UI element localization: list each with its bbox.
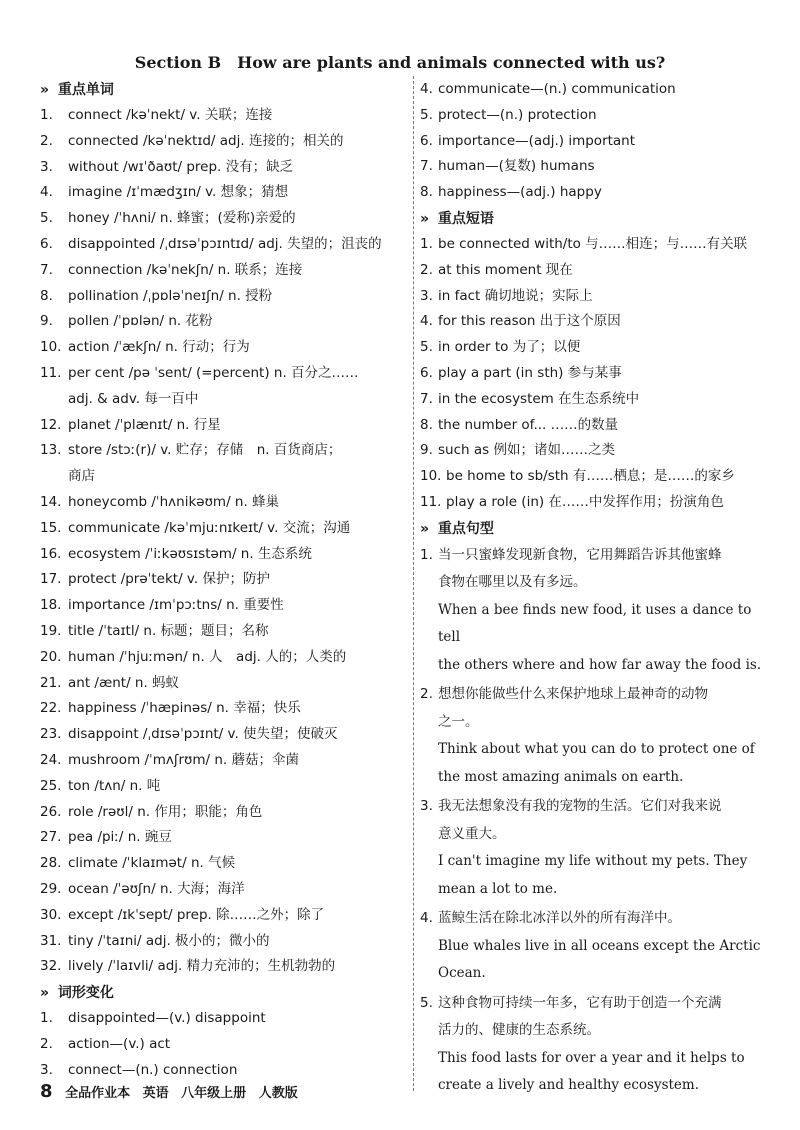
list-item bbox=[40, 748, 405, 774]
item-text: connection /kəˈnekʃn/ n. 联系；连接 bbox=[68, 261, 303, 278]
list-item bbox=[40, 877, 405, 903]
item-text: pea /piː/ n. 豌豆 bbox=[68, 829, 172, 846]
subject: 英语 bbox=[142, 1086, 169, 1101]
item-text: for this reason 出于这个原因 bbox=[438, 313, 621, 330]
list-item bbox=[40, 929, 405, 955]
item-number: 15. bbox=[40, 519, 62, 536]
item-number: 3. bbox=[420, 798, 433, 815]
sentence-chinese-line bbox=[420, 709, 765, 737]
words-list bbox=[40, 103, 405, 980]
sentence-english: Ocean. bbox=[438, 965, 486, 982]
item-number: 3. bbox=[420, 287, 433, 304]
grade: 八年级上册 bbox=[181, 1086, 247, 1101]
item-text: communicate /kəˈmjuːnɪkeɪt/ v. 交流；沟通 bbox=[68, 519, 351, 536]
sentence-item bbox=[420, 905, 765, 988]
list-item bbox=[420, 464, 765, 490]
list-item bbox=[420, 129, 765, 155]
left-column bbox=[40, 77, 405, 1083]
item-number: 3. bbox=[40, 1061, 53, 1078]
phrases-list bbox=[420, 232, 765, 516]
section-header-phrases bbox=[420, 206, 765, 232]
list-item bbox=[420, 77, 765, 103]
list-item bbox=[40, 413, 405, 439]
sentence-item bbox=[420, 990, 765, 1100]
item-text: action—(v.) act bbox=[68, 1035, 171, 1052]
sentence-chinese-line bbox=[420, 793, 765, 821]
list-item bbox=[420, 413, 765, 439]
list-item bbox=[420, 180, 765, 206]
section-title: 重点短语 bbox=[437, 210, 494, 227]
item-number: 2. bbox=[40, 1035, 53, 1052]
item-number: 18. bbox=[40, 597, 62, 614]
sentence-chinese: 我无法想象没有我的宠物的生活。它们对我来说 bbox=[438, 798, 722, 815]
item-number: 4. bbox=[40, 184, 53, 201]
section-title: 重点句型 bbox=[437, 520, 494, 537]
item-number: 6. bbox=[40, 235, 53, 252]
list-item bbox=[40, 800, 405, 826]
book-name: 全品作业本 bbox=[65, 1086, 131, 1101]
item-text: play a role (in) 在……中发挥作用；扮演角色 bbox=[446, 493, 724, 510]
list-item bbox=[40, 129, 405, 155]
item-number: 8. bbox=[420, 184, 433, 201]
item-number: 10. bbox=[420, 468, 442, 485]
item-number: 7. bbox=[40, 261, 53, 278]
item-number: 5. bbox=[420, 339, 433, 356]
sentence-chinese: 意义重大。 bbox=[438, 825, 506, 842]
item-text: without /wɪˈðaʊt/ prep. 没有；缺乏 bbox=[68, 158, 294, 175]
item-number: 8. bbox=[40, 287, 53, 304]
sentence-chinese-line bbox=[420, 990, 765, 1018]
item-text: importance—(adj.) important bbox=[438, 132, 636, 149]
double-chevron-icon: » bbox=[420, 520, 428, 537]
sentence-chinese: 想想你能做些什么来保护地球上最神奇的动物 bbox=[438, 686, 708, 703]
item-number bbox=[420, 569, 438, 597]
sentence-chinese-line bbox=[420, 569, 765, 597]
item-number: 27. bbox=[40, 829, 62, 846]
item-text: pollen /ˈpɒlən/ n. 花粉 bbox=[68, 313, 213, 330]
sentence-chinese-line bbox=[420, 821, 765, 849]
list-item bbox=[40, 490, 405, 516]
edition: 人教版 bbox=[258, 1086, 298, 1101]
item-number: 1. bbox=[40, 1010, 53, 1027]
list-item bbox=[40, 103, 405, 129]
item-text: play a part (in sth) 参与某事 bbox=[438, 364, 622, 381]
item-number: 11. bbox=[40, 364, 62, 381]
item-text: 商店 bbox=[68, 468, 95, 485]
item-number: 26. bbox=[40, 803, 62, 820]
item-number: 25. bbox=[40, 777, 62, 794]
section-header-words bbox=[40, 77, 405, 103]
list-item bbox=[420, 232, 765, 258]
list-item bbox=[40, 645, 405, 671]
sentence-english: the others where and how far away the food is. bbox=[438, 656, 762, 673]
item-text: role /rəʊl/ n. 作用；职能；角色 bbox=[68, 803, 263, 820]
item-text: happiness /ˈhæpinəs/ n. 幸福；快乐 bbox=[68, 700, 301, 717]
list-item bbox=[40, 542, 405, 568]
item-number: 10. bbox=[40, 339, 62, 356]
list-item bbox=[40, 155, 405, 181]
sentence-chinese-line bbox=[420, 542, 765, 570]
item-number: 23. bbox=[40, 726, 62, 743]
sentence-chinese: 这种食物可持续一年多，它有助于创造一个充满 bbox=[438, 994, 722, 1011]
item-text: protect /prəˈtekt/ v. 保护；防护 bbox=[68, 571, 270, 588]
item-number: 5. bbox=[420, 994, 433, 1011]
item-number: 4. bbox=[420, 910, 433, 927]
item-number: 31. bbox=[40, 932, 62, 949]
item-text: at this moment 现在 bbox=[438, 261, 573, 278]
sentence-chinese-line bbox=[420, 1017, 765, 1045]
sentence-chinese: 活力的、健康的生态系统。 bbox=[438, 1022, 600, 1039]
list-item bbox=[40, 593, 405, 619]
item-text: title /ˈtaɪtl/ n. 标题；题目；名称 bbox=[68, 622, 269, 639]
item-text: ton /tʌn/ n. 吨 bbox=[68, 777, 161, 794]
list-item bbox=[40, 722, 405, 748]
item-number: 6. bbox=[420, 132, 433, 149]
item-text: except /ɪkˈsept/ prep. 除……之外；除了 bbox=[68, 906, 325, 923]
item-number: 24. bbox=[40, 751, 62, 768]
list-item bbox=[420, 335, 765, 361]
item-number: 16. bbox=[40, 545, 62, 562]
sentence-english: Think about what you can do to protect one of bbox=[438, 741, 755, 758]
item-text: connect—(n.) connection bbox=[68, 1061, 238, 1078]
list-item bbox=[420, 387, 765, 413]
item-number bbox=[40, 387, 68, 413]
list-item bbox=[420, 438, 765, 464]
double-chevron-icon: » bbox=[40, 82, 48, 98]
item-number bbox=[420, 1017, 438, 1045]
sentence-item bbox=[420, 542, 765, 680]
item-number: 17. bbox=[40, 571, 62, 588]
page-number: 8 bbox=[40, 1081, 53, 1102]
item-number: 7. bbox=[420, 158, 433, 175]
item-number: 4. bbox=[420, 81, 433, 97]
item-number: 2. bbox=[420, 261, 433, 278]
item-text: imagine /ɪˈmædʒɪn/ v. 想象；猜想 bbox=[68, 184, 289, 201]
item-number: 3. bbox=[40, 158, 53, 175]
list-item bbox=[420, 154, 765, 180]
item-text: ecosystem /ˈiːkəʊsɪstəm/ n. 生态系统 bbox=[68, 545, 312, 562]
list-item bbox=[40, 671, 405, 697]
right-column bbox=[420, 77, 765, 1102]
page-footer bbox=[40, 1081, 306, 1102]
list-item bbox=[40, 1058, 405, 1084]
item-text: communicate—(n.) communication bbox=[438, 81, 676, 97]
list-item bbox=[40, 464, 405, 490]
sentence-english: create a lively and healthy ecosystem. bbox=[438, 1077, 700, 1094]
item-text: ant /ænt/ n. 蚂蚁 bbox=[68, 674, 180, 691]
item-text: human /ˈhjuːmən/ n. 人 adj. 人的；人类的 bbox=[68, 648, 347, 665]
item-number: 1. bbox=[40, 107, 53, 123]
list-item bbox=[40, 954, 405, 980]
item-number: 20. bbox=[40, 648, 62, 665]
sentence-chinese: 当一只蜜蜂发现新食物，它用舞蹈告诉其他蜜蜂 bbox=[438, 546, 722, 563]
sentence-item bbox=[420, 681, 765, 791]
list-item bbox=[40, 567, 405, 593]
item-text: honeycomb /ˈhʌnikəʊm/ n. 蜂巢 bbox=[68, 493, 280, 510]
item-number: 19. bbox=[40, 622, 62, 639]
item-number bbox=[420, 821, 438, 849]
item-number: 6. bbox=[420, 364, 433, 381]
list-item bbox=[420, 258, 765, 284]
sentence-english: When a bee finds new food, it uses a dance to tell bbox=[438, 601, 752, 646]
item-text: in fact 确切地说；实际上 bbox=[438, 287, 593, 304]
double-chevron-icon: » bbox=[420, 210, 428, 227]
section-header-sentences bbox=[420, 516, 765, 542]
item-text: pollination /ˌpɒləˈneɪʃn/ n. 授粉 bbox=[68, 287, 273, 304]
sentences-list bbox=[420, 542, 765, 1100]
column-divider bbox=[413, 76, 415, 1091]
item-number: 21. bbox=[40, 674, 62, 691]
list-item bbox=[40, 619, 405, 645]
sentence-chinese-line bbox=[420, 905, 765, 933]
sentence-english: I can't imagine my life without my pets. They bbox=[438, 853, 748, 870]
item-number: 1. bbox=[420, 235, 433, 252]
sentence-english: This food lasts for over a year and it helps to bbox=[438, 1049, 745, 1066]
list-item bbox=[40, 284, 405, 310]
forms-list bbox=[40, 1006, 405, 1083]
item-text: be home to sb/sth 有……栖息；是……的家乡 bbox=[446, 468, 735, 485]
item-text: disappointed /ˌdɪsəˈpɔɪntɪd/ adj. 失望的；沮丧的 bbox=[68, 235, 382, 252]
item-text: ocean /ˈəʊʃn/ n. 大海；海洋 bbox=[68, 880, 245, 897]
sentence-item bbox=[420, 793, 765, 903]
item-text: happiness—(adj.) happy bbox=[438, 184, 602, 201]
item-number: 30. bbox=[40, 906, 62, 923]
sentence-chinese: 之一。 bbox=[438, 713, 479, 730]
item-number: 13. bbox=[40, 442, 62, 459]
list-item bbox=[40, 232, 405, 258]
list-item bbox=[40, 387, 405, 413]
item-text: protect—(n.) protection bbox=[438, 106, 597, 123]
item-text: the number of... ……的数量 bbox=[438, 416, 619, 433]
list-item bbox=[420, 490, 765, 516]
item-number bbox=[40, 464, 68, 490]
item-number: 2. bbox=[40, 132, 53, 149]
item-number: 32. bbox=[40, 958, 62, 975]
list-item bbox=[40, 903, 405, 929]
item-number: 5. bbox=[420, 106, 433, 123]
list-item bbox=[40, 825, 405, 851]
item-text: in order to 为了；以便 bbox=[438, 339, 581, 356]
sentence-chinese-line bbox=[420, 681, 765, 709]
item-number: 9. bbox=[40, 313, 53, 330]
item-text: mushroom /ˈmʌʃrʊm/ n. 蘑菇；伞菌 bbox=[68, 751, 299, 768]
sentence-chinese: 食物在哪里以及有多远。 bbox=[438, 574, 587, 591]
list-item bbox=[420, 103, 765, 129]
item-text: planet /ˈplænɪt/ n. 行星 bbox=[68, 416, 221, 433]
item-number: 5. bbox=[40, 210, 53, 227]
item-text: tiny /ˈtaɪni/ adj. 极小的；微小的 bbox=[68, 932, 270, 949]
item-number: 29. bbox=[40, 880, 62, 897]
list-item bbox=[40, 1006, 405, 1032]
sentence-english: Blue whales live in all oceans except the Arctic bbox=[438, 937, 761, 954]
sentence-english: mean a lot to me. bbox=[438, 880, 558, 897]
item-text: be connected with/to 与……相连；与……有关联 bbox=[438, 235, 748, 252]
double-chevron-icon: » bbox=[40, 985, 48, 1002]
item-text: such as 例如；诸如……之类 bbox=[438, 442, 615, 459]
item-number: 8. bbox=[420, 416, 433, 433]
sentence-chinese: 蓝鲸生活在除北冰洋以外的所有海洋中。 bbox=[438, 910, 681, 927]
list-item bbox=[420, 361, 765, 387]
list-item bbox=[40, 516, 405, 542]
page-title: Section B How are plants and animals connected with us? bbox=[134, 53, 666, 72]
item-number: 11. bbox=[420, 493, 442, 510]
item-text: adj. & adv. 每一百中 bbox=[68, 390, 199, 407]
list-item bbox=[40, 1032, 405, 1058]
item-text: honey /ˈhʌni/ n. 蜂蜜；(爱称)亲爱的 bbox=[68, 210, 296, 227]
item-text: action /ˈækʃn/ n. 行动；行为 bbox=[68, 339, 250, 356]
item-text: connect /kəˈnekt/ v. 关联；连接 bbox=[68, 107, 273, 123]
item-number: 4. bbox=[420, 313, 433, 330]
list-item bbox=[40, 361, 405, 387]
item-number: 22. bbox=[40, 700, 62, 717]
item-number: 1. bbox=[420, 546, 433, 563]
sentence-english: the most amazing animals on earth. bbox=[438, 768, 684, 785]
item-number: 7. bbox=[420, 390, 433, 407]
section-title: 重点单词 bbox=[57, 82, 114, 98]
list-item bbox=[420, 309, 765, 335]
item-text: lively /ˈlaɪvli/ adj. 精力充沛的；生机勃勃的 bbox=[68, 958, 336, 975]
list-item bbox=[40, 335, 405, 361]
item-number: 28. bbox=[40, 855, 62, 872]
item-number: 14. bbox=[40, 493, 62, 510]
item-text: store /stɔː(r)/ v. 贮存；存储 n. 百货商店； bbox=[68, 442, 342, 459]
list-item bbox=[40, 774, 405, 800]
section-title: 词形变化 bbox=[57, 985, 114, 1002]
list-item bbox=[40, 438, 405, 464]
item-number: 2. bbox=[420, 686, 433, 703]
item-number bbox=[420, 709, 438, 737]
item-text: connected /kəˈnektɪd/ adj. 连接的；相关的 bbox=[68, 132, 344, 149]
item-text: disappoint /ˌdɪsəˈpɔɪnt/ v. 使失望；使破灭 bbox=[68, 726, 338, 743]
list-item bbox=[40, 696, 405, 722]
section-header-forms bbox=[40, 980, 405, 1006]
item-number: 12. bbox=[40, 416, 62, 433]
list-item bbox=[40, 258, 405, 284]
item-text: importance /ɪmˈpɔːtns/ n. 重要性 bbox=[68, 597, 284, 614]
list-item bbox=[40, 851, 405, 877]
forms-list bbox=[420, 77, 765, 206]
item-text: human—(复数) humans bbox=[438, 158, 595, 175]
item-text: in the ecosystem 在生态系统中 bbox=[438, 390, 640, 407]
item-text: disappointed—(v.) disappoint bbox=[68, 1010, 266, 1027]
list-item bbox=[40, 180, 405, 206]
item-text: per cent /pə ˈsent/ (=percent) n. 百分之…… bbox=[68, 364, 359, 381]
list-item bbox=[40, 309, 405, 335]
item-text: climate /ˈklaɪmət/ n. 气候 bbox=[68, 855, 236, 872]
list-item bbox=[40, 206, 405, 232]
item-number: 9. bbox=[420, 442, 433, 459]
list-item bbox=[420, 284, 765, 310]
